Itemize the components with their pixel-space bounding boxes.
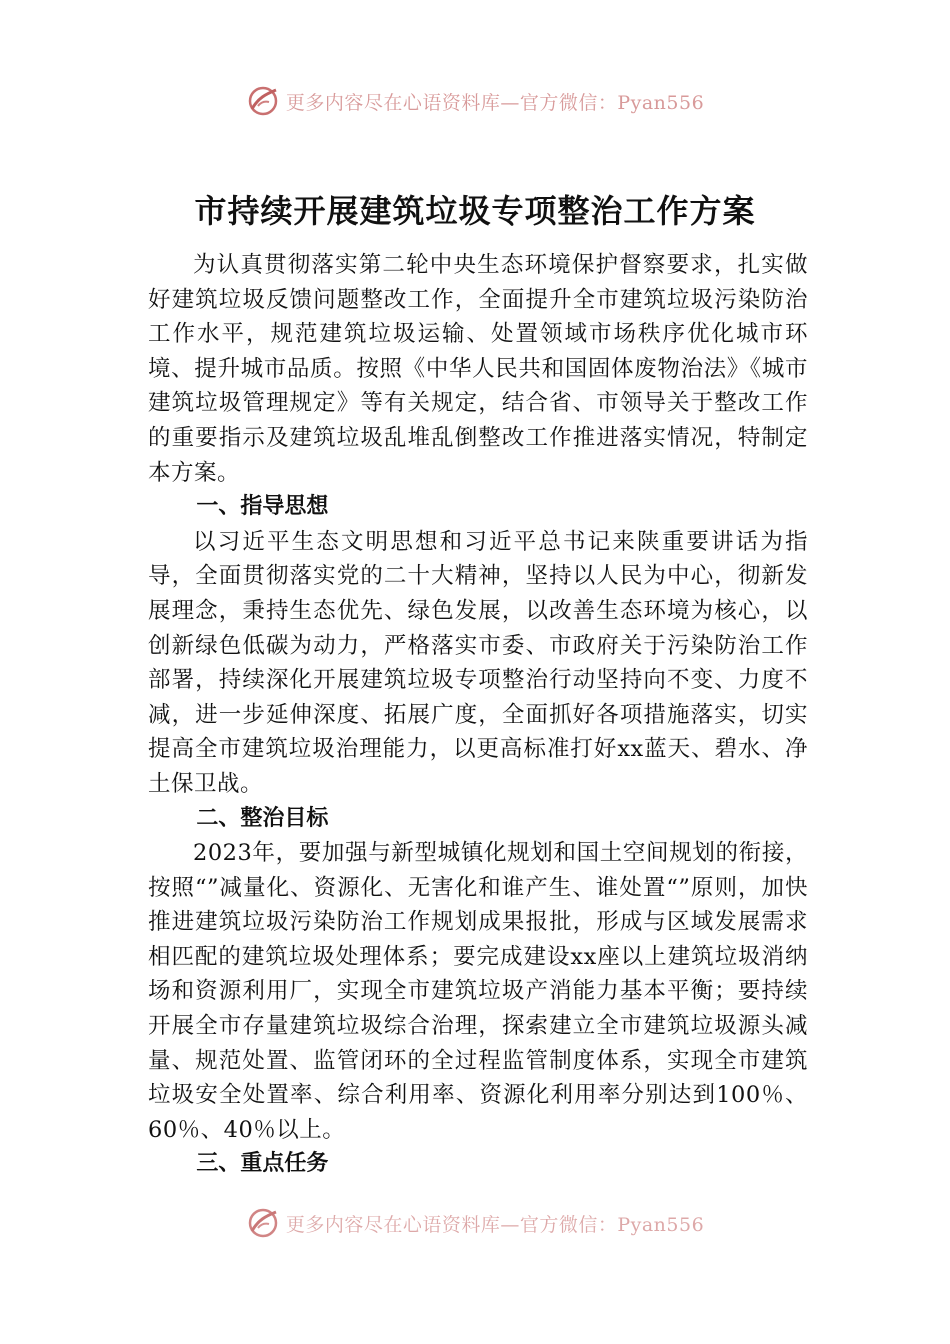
section-heading-targets: 二、整治目标: [196, 805, 329, 831]
watermark-text: 更多内容尽在心语资料库—官方微信：Pyan556: [285, 91, 705, 114]
document-title: 市持续开展建筑垃圾专项整治工作方案: [194, 192, 756, 230]
targets-paragraph: 2023年，要加强与新型城镇化规划和国土空间规划的衔接，按照“”减量化、资源化、无害化和谁产生、谁处置“”原则，加快推进建筑垃圾污染防治工作规划成果报批，形成与区域发展需求相匹配的建筑垃圾处理体系；要完成建设xx座以上建筑垃圾消纳场和资源利用厂，实现全市建筑垃圾产消能力基本平衡；要持续开展全市存量建筑垃圾综合治理，探索建立全市建筑垃圾源头减量、规范处置、监管闭环的全过程监管制度体系，实现全市建筑垃圾安全处置率、综合利用率、资源化利用率分别达到100％、60％、40％以上。: [148, 840, 808, 1143]
document-body: [148, 248, 808, 1182]
watermark-footer: [0, 1206, 950, 1240]
watermark-text: 更多内容尽在心语资料库—官方微信：Pyan556: [285, 1213, 705, 1236]
guiding-ideology-paragraph: 以习近平生态文明思想和习近平总书记来陕重要讲话为指导，全面贯彻落实党的二十大精神，坚持以人民为中心，彻新发展理念，秉持生态优先、绿色发展，以改善生态环境为核心，以创新绿色低碳为动力，严格落实市委、市政府关于污染防治工作部署，持续深化开展建筑垃圾专项整治行动坚持向不变、力度不减，进一步延伸深度、拓展广度，全面抓好各项措施落实，切实提高全市建筑垃圾治理能力，以更高标准打好xx蓝天、碧水、净土保卫战。: [148, 528, 808, 797]
section-heading-guiding-ideology: 一、指导思想: [196, 494, 329, 520]
section-heading-key-tasks: 三、重点任务: [196, 1151, 329, 1177]
brand-logo-icon: [246, 84, 280, 118]
intro-paragraph: 为认真贯彻落实第二轮中央生态环境保护督察要求，扎实做好建筑垃圾反馈问题整改工作，全面提升全市建筑垃圾污染防治工作水平，规范建筑垃圾运输、处置领域市场秩序优化城市环境、提升城市品质。按照《中华人民共和国固体废物治法》《城市建筑垃圾管理规定》等有关规定，结合省、市领导关于整改工作的重要指示及建筑垃圾乱堆乱倒整改工作推进落实情况，特制定本方案。: [148, 252, 808, 486]
brand-logo-icon: [246, 1206, 280, 1240]
watermark-header: [0, 84, 950, 118]
